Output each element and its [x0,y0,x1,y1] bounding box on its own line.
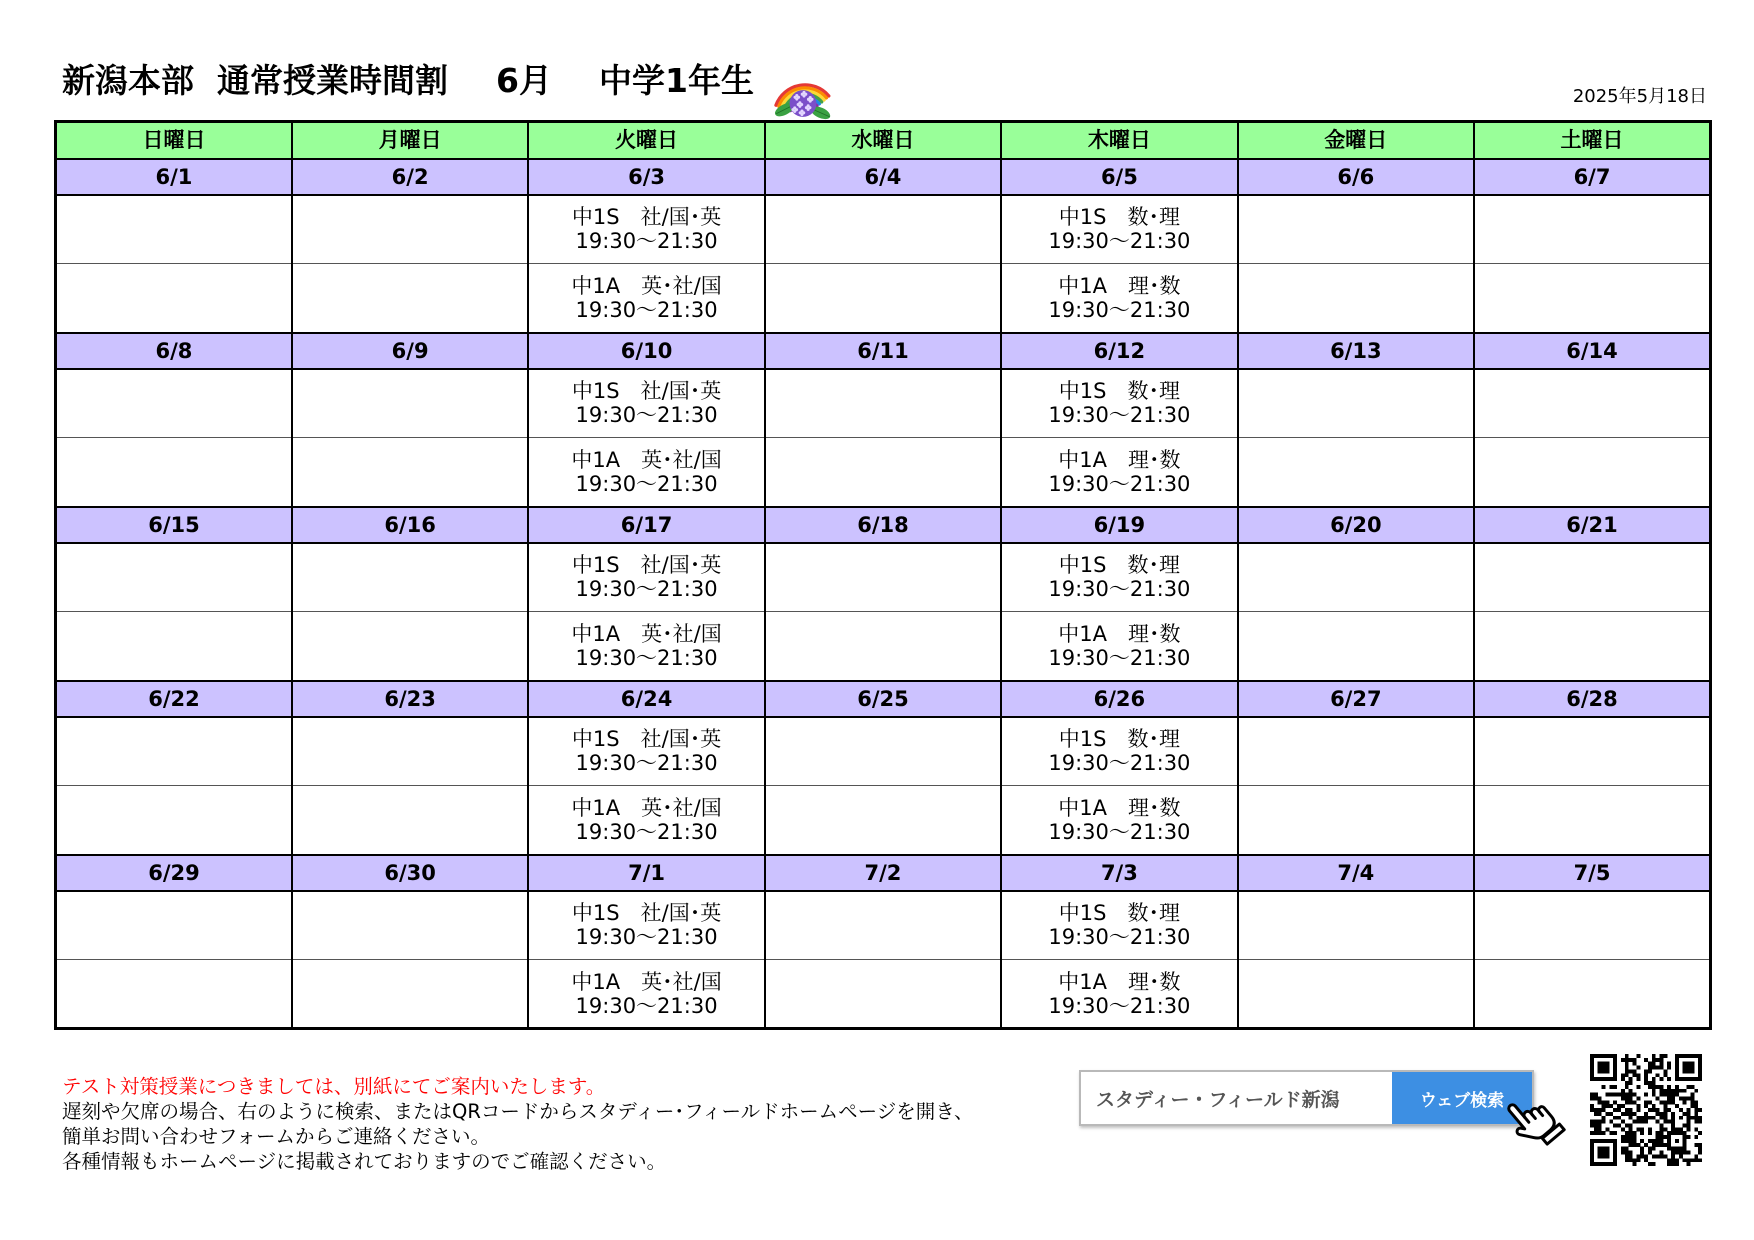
title-grade: 中学1年生 [599,61,754,100]
class-name: 中1A 英･社/国 [571,969,722,994]
class-slot [1001,786,1237,855]
class-slot [1474,543,1710,612]
title-month: 6月 [496,61,552,100]
class-slot [1474,786,1710,855]
class-slot [765,960,1001,1029]
class-name: 中1A 理･数 [1058,621,1181,646]
class-slot [1238,717,1474,786]
footer-notes [62,1074,973,1174]
class-slot [1474,717,1710,786]
class-time: 19:30～21:30 [1048,403,1191,428]
class-slot [1001,612,1237,681]
date-cell: 6/17 [528,507,764,543]
class-slot [1238,960,1474,1029]
date-cell: 6/22 [56,681,292,717]
class-time: 19:30～21:30 [1048,645,1191,670]
date-cell: 6/7 [1474,159,1710,195]
class-slot [56,612,292,681]
class-slot [292,543,528,612]
class-slot [1238,786,1474,855]
class-name: 中1A 英･社/国 [571,795,722,820]
date-cell: 6/6 [1238,159,1474,195]
date-cell: 6/19 [1001,507,1237,543]
class-slot [528,717,764,786]
class-slot [1474,960,1710,1029]
class-time: 19:30～21:30 [575,925,718,950]
class-time: 19:30～21:30 [575,819,718,844]
date-cell: 6/4 [765,159,1001,195]
class-slot [56,960,292,1029]
class-time: 19:30～21:30 [575,471,718,496]
class-time: 19:30～21:30 [1048,819,1191,844]
date-row [56,507,1711,543]
class-slot [1474,264,1710,333]
date-cell: 6/23 [292,681,528,717]
class-time: 19:30～21:30 [1048,229,1191,254]
class-slot [292,438,528,507]
class-slot [528,369,764,438]
class-time: 19:30～21:30 [1048,577,1191,602]
date-cell: 6/21 [1474,507,1710,543]
class-time: 19:30～21:30 [575,751,718,776]
class-slot [765,891,1001,960]
class-slot [765,612,1001,681]
date-cell: 6/8 [56,333,292,369]
date-cell: 6/28 [1474,681,1710,717]
class-slot [1001,543,1237,612]
class-slot [765,543,1001,612]
class-slot [765,195,1001,264]
timetable [54,120,1712,1030]
class-name: 中1A 英･社/国 [571,273,722,298]
date-cell: 6/9 [292,333,528,369]
class-name: 中1S 数･理 [1058,379,1180,404]
date-cell: 6/14 [1474,333,1710,369]
date-cell: 6/12 [1001,333,1237,369]
issued-date: 2025年5月18日 [1572,86,1707,107]
class-slot [1001,438,1237,507]
class-slot [1474,438,1710,507]
class-slot [1001,195,1237,264]
class-slot-row [56,717,1711,786]
date-row [56,855,1711,891]
class-slot [765,786,1001,855]
class-slot [528,891,764,960]
class-slot [765,369,1001,438]
class-time: 19:30～21:30 [1048,297,1191,322]
weekday-header-wednesday: 水曜日 [765,122,1001,159]
date-cell: 6/13 [1238,333,1474,369]
class-slot [528,612,764,681]
class-slot [1001,717,1237,786]
class-slot [1474,369,1710,438]
class-slot [1001,369,1237,438]
class-slot [1238,891,1474,960]
class-slot-row [56,891,1711,960]
class-time: 19:30～21:30 [1048,751,1191,776]
date-cell: 6/20 [1238,507,1474,543]
class-name: 中1S 社/国･英 [571,379,722,404]
date-cell: 6/2 [292,159,528,195]
class-slot-row [56,786,1711,855]
title-schedule-name: 通常授業時間割 [217,61,448,100]
date-cell: 6/25 [765,681,1001,717]
date-cell: 7/5 [1474,855,1710,891]
date-cell: 6/24 [528,681,764,717]
search-input[interactable]: スタディー・フィールド新潟 [1096,1088,1340,1111]
class-name: 中1A 理･数 [1058,795,1181,820]
class-name: 中1S 数･理 [1058,901,1180,926]
class-slot [528,195,764,264]
class-slot [1238,438,1474,507]
date-cell: 6/1 [56,159,292,195]
class-name: 中1A 理･数 [1058,969,1181,994]
class-slot [765,264,1001,333]
class-name: 中1A 英･社/国 [571,621,722,646]
class-name: 中1S 社/国･英 [571,205,722,230]
class-time: 19:30～21:30 [1048,925,1191,950]
date-cell: 6/10 [528,333,764,369]
class-slot [1001,264,1237,333]
class-name: 中1S 社/国･英 [571,727,722,752]
weekday-header-friday: 金曜日 [1238,122,1474,159]
class-slot [765,438,1001,507]
hydrangea-rainbow-icon [772,56,834,120]
class-slot [56,786,292,855]
date-cell: 6/18 [765,507,1001,543]
class-slot [1238,369,1474,438]
class-slot [292,369,528,438]
class-time: 19:30～21:30 [575,577,718,602]
qr-code-icon [1590,1054,1702,1166]
weekday-header-saturday: 土曜日 [1474,122,1710,159]
class-slot [1001,960,1237,1029]
date-cell: 7/3 [1001,855,1237,891]
class-slot [1474,612,1710,681]
info-line: 各種情報もホームページに掲載されておりますのでご確認ください。 [62,1150,667,1173]
date-cell: 7/1 [528,855,764,891]
class-slot [292,195,528,264]
class-time: 19:30～21:30 [575,229,718,254]
class-slot [765,717,1001,786]
class-slot [56,369,292,438]
class-slot [56,195,292,264]
weekday-header-monday: 月曜日 [292,122,528,159]
hand-pointer-icon [1506,1097,1568,1149]
class-slot [56,438,292,507]
search-box[interactable] [1079,1070,1534,1126]
class-slot-row [56,195,1711,264]
class-slot [56,264,292,333]
weekday-header-row [56,122,1711,159]
class-slot [528,960,764,1029]
class-slot [528,438,764,507]
class-slot [292,891,528,960]
date-row [56,159,1711,195]
class-name: 中1A 理･数 [1058,273,1181,298]
info-line: 遅刻や欠席の場合、右のように検索、またはQRコードからスタディー･フィールドホームページを開き、 [62,1100,974,1123]
class-time: 19:30～21:30 [575,645,718,670]
class-name: 中1A 理･数 [1058,447,1181,472]
class-time: 19:30～21:30 [575,297,718,322]
class-slot-row [56,438,1711,507]
date-cell: 6/26 [1001,681,1237,717]
class-slot [528,786,764,855]
class-slot [56,717,292,786]
class-time: 19:30～21:30 [575,993,718,1018]
class-slot-row [56,369,1711,438]
class-name: 中1A 英･社/国 [571,447,722,472]
class-slot [292,612,528,681]
class-slot [1238,543,1474,612]
class-slot [528,543,764,612]
class-slot [1238,195,1474,264]
weekday-header-thursday: 木曜日 [1001,122,1237,159]
title-school: 新潟本部 [62,61,194,100]
class-slot [56,891,292,960]
class-slot-row [56,960,1711,1029]
class-slot-row [56,612,1711,681]
info-line: 簡単お問い合わせフォームからご連絡ください。 [62,1125,491,1148]
date-row [56,681,1711,717]
date-cell: 6/3 [528,159,764,195]
class-slot [528,264,764,333]
class-name: 中1S 数･理 [1058,205,1180,230]
date-cell: 6/5 [1001,159,1237,195]
web-search-button[interactable]: ウェブ検索 [1392,1072,1532,1124]
date-cell: 6/15 [56,507,292,543]
class-slot [292,264,528,333]
class-slot [1474,195,1710,264]
class-slot [1474,891,1710,960]
date-cell: 6/30 [292,855,528,891]
date-row [56,333,1711,369]
weekday-header-sunday: 日曜日 [56,122,292,159]
class-time: 19:30～21:30 [1048,471,1191,496]
class-name: 中1S 社/国･英 [571,553,722,578]
class-name: 中1S 数･理 [1058,553,1180,578]
class-slot-row [56,264,1711,333]
class-time: 19:30～21:30 [1048,993,1191,1018]
class-slot [292,786,528,855]
weekday-header-tuesday: 火曜日 [528,122,764,159]
date-cell: 7/4 [1238,855,1474,891]
class-slot [1238,264,1474,333]
test-prep-notice: テスト対策授業につきましては、別紙にてご案内いたします。 [62,1075,606,1098]
date-cell: 6/29 [56,855,292,891]
class-slot-row [56,543,1711,612]
date-cell: 6/27 [1238,681,1474,717]
date-cell: 7/2 [765,855,1001,891]
class-slot [1001,891,1237,960]
class-slot [1238,612,1474,681]
class-slot [56,543,292,612]
class-slot [292,717,528,786]
class-name: 中1S 社/国･英 [571,901,722,926]
class-time: 19:30～21:30 [575,403,718,428]
class-slot [292,960,528,1029]
date-cell: 6/11 [765,333,1001,369]
date-cell: 6/16 [292,507,528,543]
class-name: 中1S 数･理 [1058,727,1180,752]
